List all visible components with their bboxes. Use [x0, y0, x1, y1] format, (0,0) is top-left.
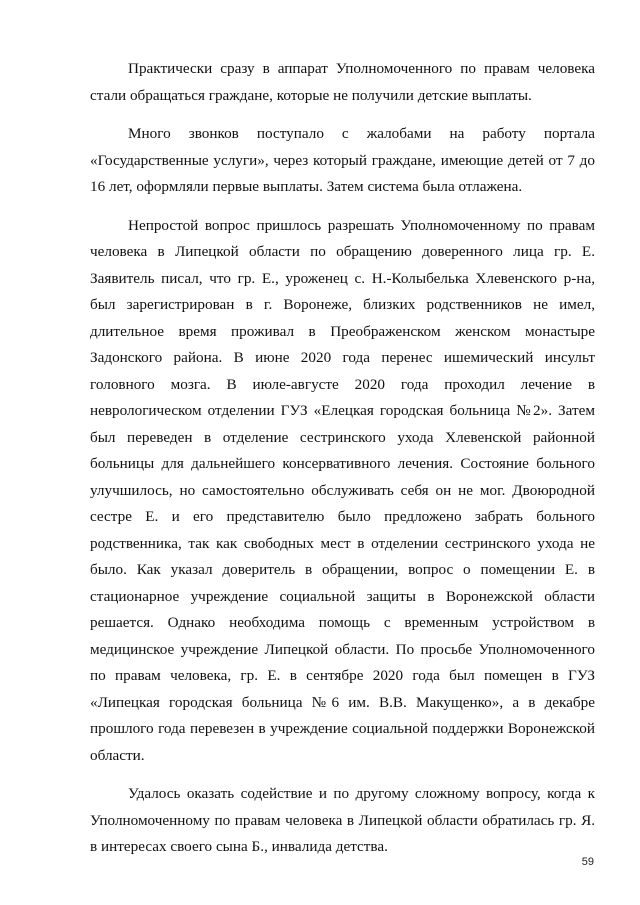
body-text [90, 56, 595, 873]
page-number: 59 [581, 856, 594, 868]
paragraph-4: Удалось оказать содействие и по другому сложному вопросу, когда к Уполномоченному по правам человека в Липецкой области обратилась гр. Я. в интересах своего сына Б., инвалида детства. [90, 785, 595, 855]
paragraph-1: Практически сразу в аппарат Уполномоченного по правам человека стали обращаться граждане, которые не получили детские выплаты. [90, 60, 595, 104]
paragraph-2: Много звонков поступало с жалобами на работу портала «Государственные услуги», через который граждане, имеющие детей от 7 до 16 лет, оформляли первые выплаты. Затем система была отлажена. [90, 125, 595, 195]
paragraph-3: Непростой вопрос пришлось разрешать Уполномоченному по правам человека в Липецкой области по обращению доверенного лица гр. Е. Заявитель писал, что гр. Е., уроженец с. Н.-Колыбелька Хлевенского р-на, был зарегистрирован в г. Воронеже, близких родственников не имел, длительное время проживал в Преображенском женском монастыре Задонского района. В июне 2020 года перенес ишемический инсульт головного мозга. В июле-августе 2020 года проходил лечение в неврологическом отделении ГУЗ «Елецкая городская больница №2». Затем был переведен в отделение сестринского ухода Хлевенской районной больницы для дальнейшего консервативного лечения. Состояние больного улучшилось, но самостоятельно обслуживать себя он не мог. Двоюродной сестре Е. и его представителю было предложено забрать больного родственника, так как свободных мест в отделении сестринского ухода не было. Как указал доверитель в обращении, вопрос о помещении Е. в стационарное учреждение социальной защиты в Воронежской области решается. Однако необходима помощь с временным устройством в медицинское учреждение Липецкой области. По просьбе Уполномоченного по правам человека, гр. Е. в сентябре 2020 года был помещен в ГУЗ «Липецкая городская больница №6 им. В.В. Макущенко», а в декабре прошлого года перевезен в учреждение социальной поддержки Воронежской области. [90, 216, 595, 764]
